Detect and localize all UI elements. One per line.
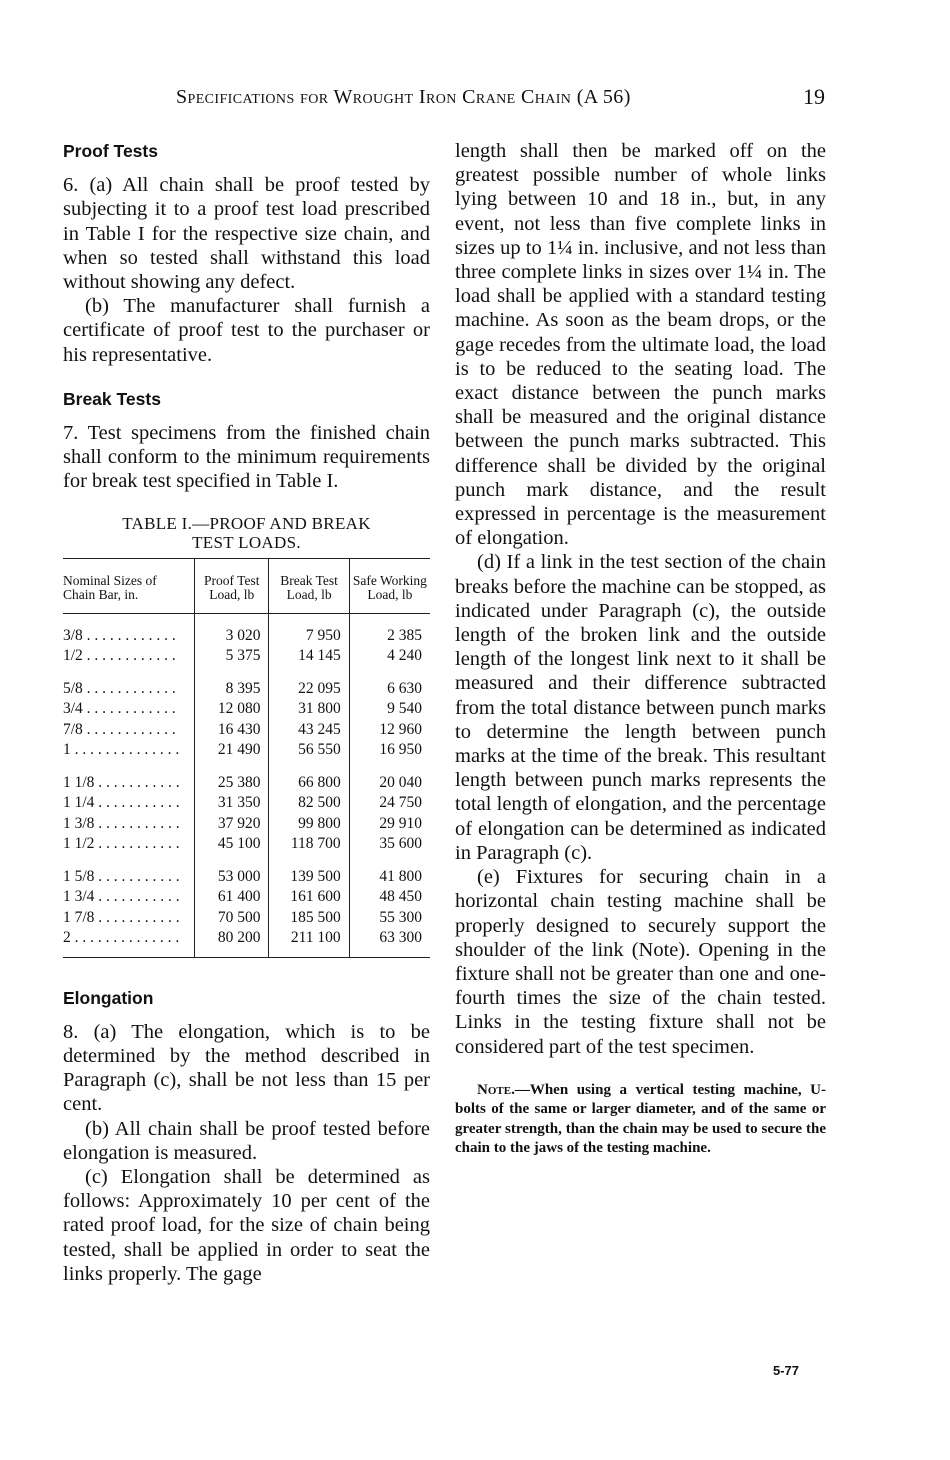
- note-text: —When using a vertical testing machine, U-bolts of the same or larger diameter, and of the same or greater strength, than the chain may be used to secure the chain to the jaws of the testing machine.: [455, 1081, 826, 1157]
- proof-load-cell: 5 375: [195, 646, 269, 667]
- break-tests-para: 7. Test specimens from the finished chain shall conform to the minimum requirements for break test specified in Table I.: [63, 422, 430, 493]
- size-cell: 3/8 . . . . . . . . . . . .: [63, 613, 195, 646]
- table-row: [63, 834, 430, 855]
- safe-load-cell: 41 800: [379, 867, 422, 885]
- elongation-heading: Elongation: [63, 987, 154, 1008]
- break-tests-heading: Break Tests: [63, 388, 161, 409]
- proof-load-cell: 53 000: [195, 855, 269, 888]
- break-load-cell: 82 500: [269, 793, 349, 814]
- size-cell: 1 1/8 . . . . . . . . . . .: [63, 761, 195, 794]
- elongation-para-b: (b) All chain shall be proof tested before elongation is measured.: [63, 1117, 430, 1164]
- table-row: [63, 855, 430, 888]
- safe-load-cell: 63 300: [349, 928, 430, 957]
- proof-load-cell: 8 395: [195, 667, 269, 700]
- size-cell: 1 1/4 . . . . . . . . . . .: [63, 793, 195, 814]
- table-row: [63, 646, 430, 667]
- size-cell: 1 1/2 . . . . . . . . . . .: [63, 834, 195, 855]
- safe-load-cell: 9 540: [387, 700, 422, 718]
- table-row: [63, 908, 430, 929]
- proof-tests-heading: Proof Tests: [63, 141, 158, 161]
- size-cell: 3/4 . . . . . . . . . . . .: [63, 699, 195, 720]
- proof-load-cell: 3 020: [195, 613, 269, 646]
- table-title-line1: TABLE I.—PROOF AND BREAK: [122, 513, 371, 533]
- break-load-cell: 118 700: [269, 834, 349, 855]
- size-cell: 1 . . . . . . . . . . . . . .: [63, 740, 195, 761]
- safe-load-cell: 55 300: [379, 908, 422, 926]
- proof-load-cell: 45 100: [195, 834, 269, 855]
- proof-load-cell: 37 920: [195, 814, 269, 835]
- elongation-para-e: (e) Fixtures for securing chain in a horizontal chain testing machine shall be properly designed to securely support the shoulder of the link (Note). Opening in the fixture shall not be greater than one and one-fourth times the size of the chain tested. Links in the testing fixture shall not be considered part of the test specimen.: [455, 866, 826, 1058]
- proof-load-cell: 21 490: [195, 740, 269, 761]
- break-load-cell: 31 800: [269, 699, 349, 720]
- break-load-cell: 66 800: [269, 761, 349, 794]
- break-load-cell: 22 095: [269, 667, 349, 700]
- table-row: [63, 887, 430, 908]
- page-number: 19: [803, 84, 825, 109]
- break-load-cell: 139 500: [269, 855, 349, 888]
- table-title-line2: TEST LOADS.: [192, 532, 301, 552]
- proof-tests-para-a: 6. (a) All chain shall be proof tested by subjecting it to a proof test load prescribed in Table I for the respective size chain, and when so tested shall withstand this load without showing any defect.: [63, 174, 430, 294]
- proof-load-cell: 16 430: [195, 720, 269, 741]
- break-load-cell: 161 600: [269, 887, 349, 908]
- proof-load-cell: 25 380: [195, 761, 269, 794]
- table-row: [63, 928, 430, 957]
- note-label: Note.: [477, 1081, 515, 1098]
- break-load-cell: 185 500: [269, 908, 349, 929]
- elongation-para-a: 8. (a) The elongation, which is to be determined by the method described in Paragraph (c), shall be not less than 15 per cent.: [63, 1020, 430, 1116]
- table-row: [63, 699, 430, 720]
- elongation-para-c-continued: length shall then be marked off on the greatest possible number of whole links lying between 10 and 18 in., but, in any event, not less than five complete links in sizes up to 1¼ in. inclusive, and not less than three complete links in sizes over 1¼ in. The load shall be applied with a standard testing machine. As soon as the beam drops, or the gage recedes from the ultimate load, the load is to be reduced to the seating load. The exact distance between the punch marks shall be measured and the original distance between the punch marks subtracted. This difference shall be divided by the original punch mark distance, and the result expressed in percentage is the measurement of elongation.: [455, 140, 826, 550]
- table-row: [63, 613, 430, 646]
- running-head: Specifications for Wrought Iron Crane Chain (A 56): [176, 86, 631, 108]
- proof-load-cell: 70 500: [195, 908, 269, 929]
- break-load-cell: 14 145: [269, 646, 349, 667]
- table-row: [63, 720, 430, 741]
- proof-load-cell: 80 200: [195, 928, 269, 957]
- size-cell: 1 3/4 . . . . . . . . . . .: [63, 887, 195, 908]
- col-header-size: Nominal Sizes of Chain Bar, in.: [63, 559, 195, 614]
- safe-load-cell: 35 600: [379, 835, 422, 853]
- elongation-para-c: (c) Elongation shall be determined as follows: Approximately 10 per cent of the rated proof load, for the size of chain being tested, shall be applied in order to seat the links properly. The gage: [63, 1166, 430, 1285]
- table-row: [63, 814, 430, 835]
- size-cell: 1 7/8 . . . . . . . . . . .: [63, 908, 195, 929]
- table-body: [63, 613, 430, 957]
- break-load-cell: 56 550: [269, 740, 349, 761]
- break-load-cell: 7 950: [269, 613, 349, 646]
- table-title: [63, 514, 430, 552]
- table-row: [63, 740, 430, 761]
- proof-load-cell: 12 080: [195, 699, 269, 720]
- table-row: [63, 793, 430, 814]
- col-header-proof: Proof Test Load, lb: [195, 559, 269, 614]
- safe-load-cell: 16 950: [379, 741, 422, 759]
- break-load-cell: 99 800: [269, 814, 349, 835]
- size-cell: 7/8 . . . . . . . . . . . .: [63, 720, 195, 741]
- safe-load-cell: 2 385: [387, 626, 422, 644]
- col-header-safe: Safe Working Load, lb: [349, 559, 430, 614]
- safe-load-cell: 29 910: [379, 814, 422, 832]
- right-column: [455, 139, 826, 1159]
- loads-table: [63, 559, 430, 958]
- break-load-cell: 43 245: [269, 720, 349, 741]
- table-row: [63, 761, 430, 794]
- break-load-cell: 211 100: [269, 928, 349, 957]
- size-cell: 1/2 . . . . . . . . . . . .: [63, 646, 195, 667]
- proof-load-cell: 61 400: [195, 887, 269, 908]
- elongation-para-d: (d) If a link in the test section of the chain breaks before the machine can be stopped, as indicated under Paragraph (c), the outside length of the broken link and the outside length of the longest link next to it shall be measured and their difference subtracted from the total distance between punch marks to determine the length between punch marks at the time of the break. This resultant length between punch marks represents the total length of elongation, and the percentage of elongation can be determined as indicated in Paragraph (c).: [455, 551, 826, 864]
- note: [455, 1081, 826, 1159]
- left-column: [63, 139, 430, 1286]
- size-cell: 1 5/8 . . . . . . . . . . .: [63, 855, 195, 888]
- size-cell: 5/8 . . . . . . . . . . . .: [63, 667, 195, 700]
- size-cell: 1 3/8 . . . . . . . . . . .: [63, 814, 195, 835]
- table-row: [63, 667, 430, 700]
- safe-load-cell: 6 630: [387, 679, 422, 697]
- safe-load-cell: 12 960: [379, 720, 422, 738]
- footer-code: 5-77: [773, 1363, 800, 1378]
- safe-load-cell: 4 240: [387, 647, 422, 665]
- proof-load-cell: 31 350: [195, 793, 269, 814]
- safe-load-cell: 20 040: [379, 773, 422, 791]
- proof-tests-para-b: (b) The manufacturer shall furnish a certificate of proof test to the purchaser or his representative.: [63, 295, 430, 366]
- safe-load-cell: 24 750: [379, 794, 422, 812]
- size-cell: 2 . . . . . . . . . . . . . .: [63, 928, 195, 957]
- safe-load-cell: 48 450: [379, 888, 422, 906]
- col-header-break: Break Test Load, lb: [269, 559, 349, 614]
